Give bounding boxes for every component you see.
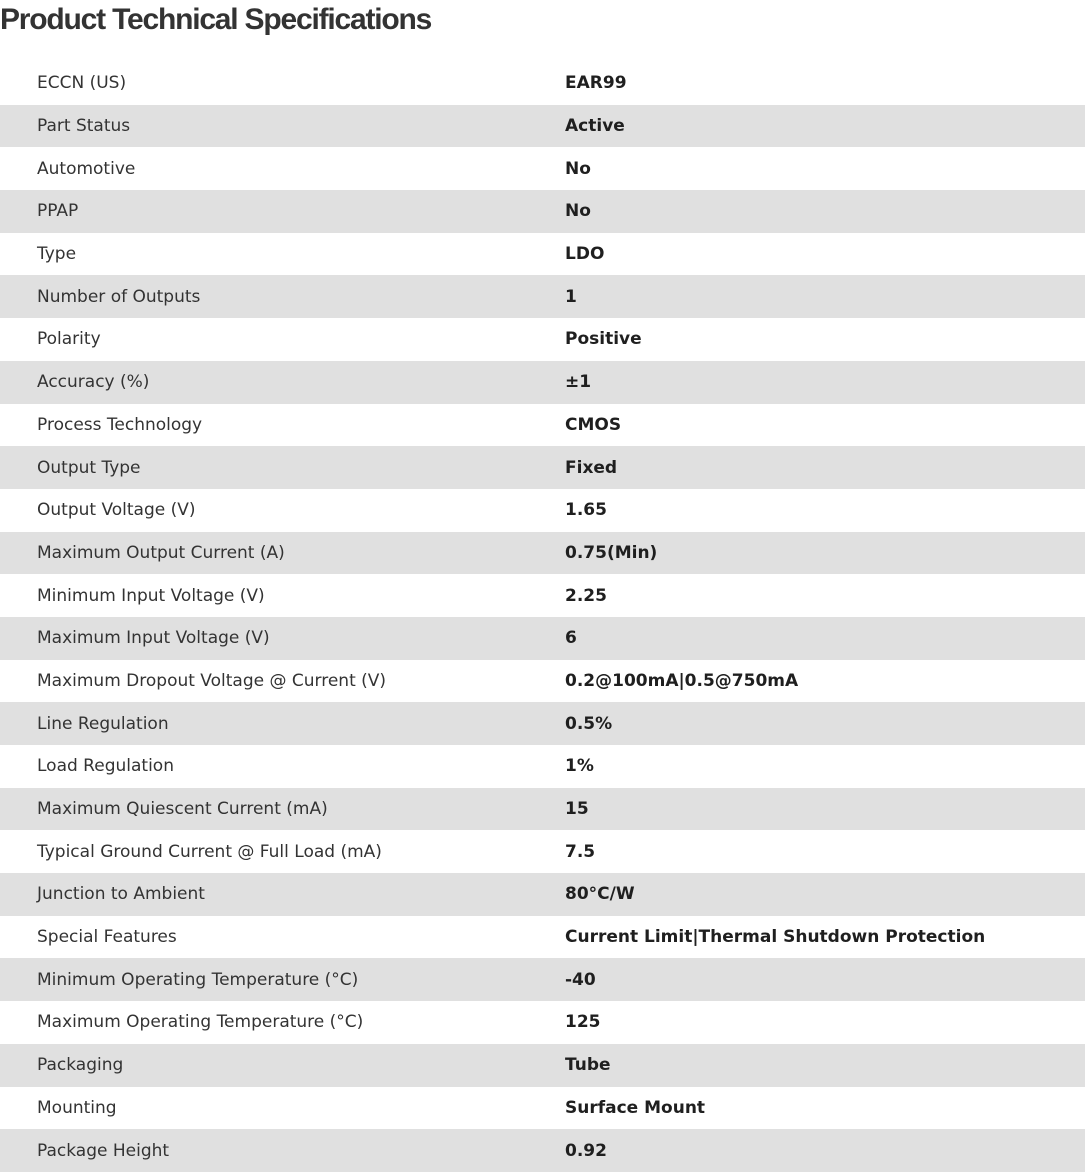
spec-label: Maximum Quiescent Current (mA) xyxy=(37,799,328,820)
spec-row xyxy=(0,830,1085,873)
spec-value: ±1 xyxy=(565,372,592,393)
spec-value: 0.92 xyxy=(565,1140,607,1161)
spec-label: Accuracy (%) xyxy=(37,372,150,393)
spec-value: Surface Mount xyxy=(565,1097,706,1118)
spec-row xyxy=(0,275,1085,318)
page-title: Product Technical Specifications xyxy=(0,3,432,36)
spec-label: Type xyxy=(37,244,77,265)
spec-value: EAR99 xyxy=(565,73,627,94)
spec-row xyxy=(0,361,1085,404)
spec-label: Process Technology xyxy=(37,414,203,435)
spec-value: 1% xyxy=(565,756,594,777)
spec-label: Package Height xyxy=(37,1140,170,1161)
spec-row xyxy=(0,788,1085,831)
spec-row xyxy=(0,62,1085,105)
spec-row xyxy=(0,1087,1085,1130)
spec-value: -40 xyxy=(565,969,596,990)
spec-row xyxy=(0,617,1085,660)
spec-label: Automotive xyxy=(37,158,136,179)
spec-label: Typical Ground Current @ Full Load (mA) xyxy=(37,841,382,862)
spec-value: 1.65 xyxy=(565,500,607,521)
spec-row xyxy=(0,1001,1085,1044)
spec-label: Polarity xyxy=(37,329,101,350)
spec-row xyxy=(0,233,1085,276)
spec-label: Maximum Operating Temperature (°C) xyxy=(37,1012,364,1033)
spec-label: PPAP xyxy=(37,201,79,222)
spec-row xyxy=(0,1044,1085,1087)
spec-row xyxy=(0,190,1085,233)
spec-label: Packaging xyxy=(37,1055,124,1076)
spec-row xyxy=(0,105,1085,148)
spec-value: 80°C/W xyxy=(565,884,635,905)
spec-value: LDO xyxy=(565,244,605,265)
spec-value: Positive xyxy=(565,329,642,350)
spec-value: 15 xyxy=(565,799,589,820)
spec-value: Tube xyxy=(565,1055,611,1076)
spec-value: CMOS xyxy=(565,414,622,435)
spec-label: Load Regulation xyxy=(37,756,174,777)
spec-value: 0.5% xyxy=(565,713,613,734)
spec-value: Active xyxy=(565,116,625,137)
spec-label: Maximum Output Current (A) xyxy=(37,542,285,563)
spec-row xyxy=(0,489,1085,532)
spec-label: Output Voltage (V) xyxy=(37,500,196,521)
spec-label: Special Features xyxy=(37,927,177,948)
spec-row xyxy=(0,147,1085,190)
spec-value: No xyxy=(565,201,591,222)
spec-row xyxy=(0,660,1085,703)
spec-label: Part Status xyxy=(37,116,131,137)
spec-label: Maximum Input Voltage (V) xyxy=(37,628,270,649)
spec-row xyxy=(0,1129,1085,1172)
spec-value: Current Limit|Thermal Shutdown Protection xyxy=(565,927,986,948)
spec-row xyxy=(0,446,1085,489)
spec-label: Output Type xyxy=(37,457,141,478)
spec-label: Minimum Operating Temperature (°C) xyxy=(37,969,359,990)
spec-row xyxy=(0,532,1085,575)
spec-row xyxy=(0,574,1085,617)
spec-value: No xyxy=(565,158,591,179)
spec-value: 6 xyxy=(565,628,577,649)
spec-value: Fixed xyxy=(565,457,618,478)
spec-row xyxy=(0,745,1085,788)
spec-label: Mounting xyxy=(37,1097,117,1118)
spec-table xyxy=(0,62,1085,1172)
spec-label: Line Regulation xyxy=(37,713,169,734)
spec-row xyxy=(0,404,1085,447)
spec-label: Junction to Ambient xyxy=(37,884,205,905)
spec-value: 125 xyxy=(565,1012,601,1033)
spec-label: Maximum Dropout Voltage @ Current (V) xyxy=(37,670,387,691)
spec-label: Minimum Input Voltage (V) xyxy=(37,585,265,606)
spec-value: 2.25 xyxy=(565,585,607,606)
spec-label: Number of Outputs xyxy=(37,286,201,307)
spec-row xyxy=(0,958,1085,1001)
spec-value: 0.2@100mA|0.5@750mA xyxy=(565,670,799,691)
spec-row xyxy=(0,873,1085,916)
spec-value: 7.5 xyxy=(565,841,596,862)
spec-row xyxy=(0,916,1085,959)
spec-label: ECCN (US) xyxy=(37,73,127,94)
spec-value: 0.75(Min) xyxy=(565,542,658,563)
spec-row xyxy=(0,318,1085,361)
spec-value: 1 xyxy=(565,286,577,307)
spec-row xyxy=(0,702,1085,745)
